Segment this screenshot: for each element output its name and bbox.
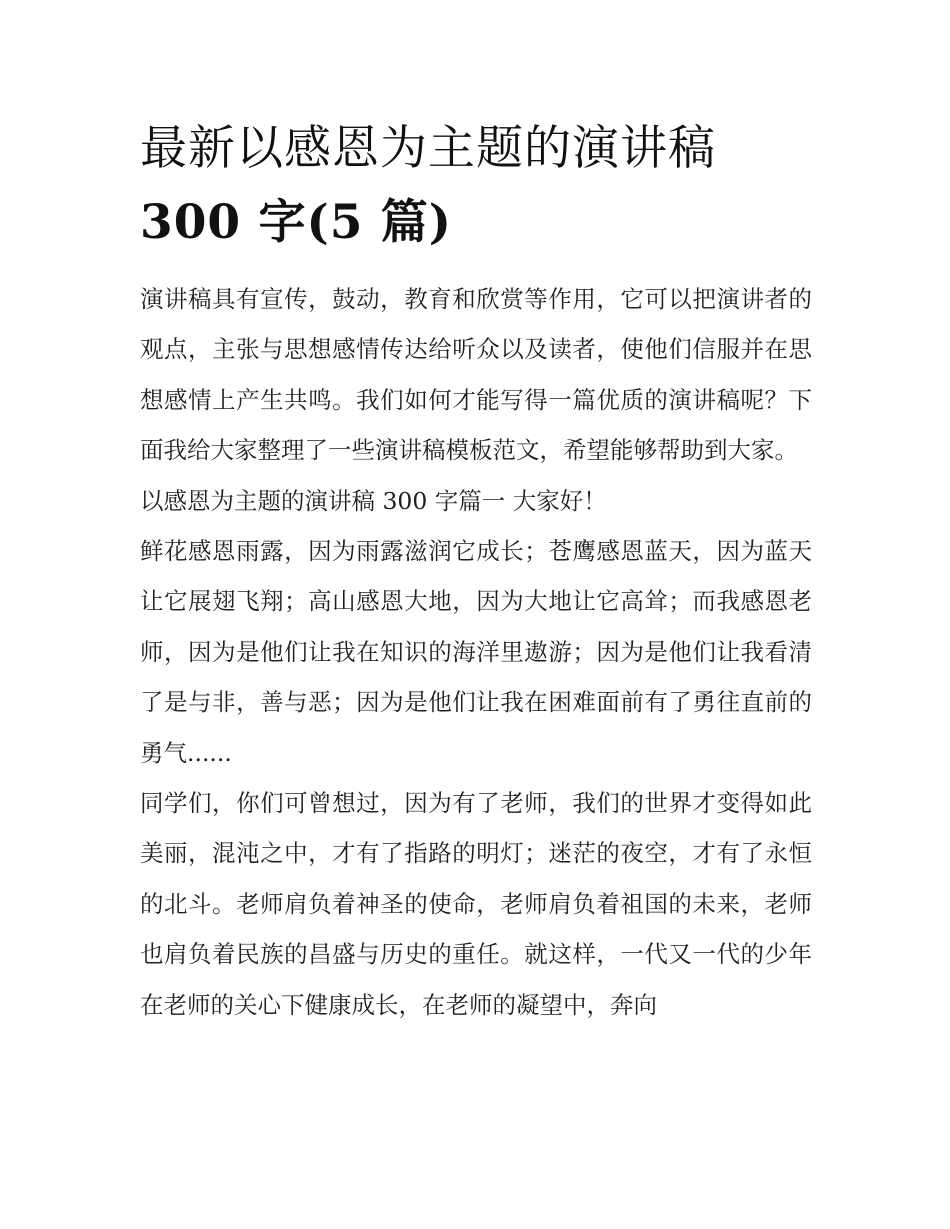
body-paragraph-2: 同学们，你们可曾想过，因为有了老师，我们的世界才变得如此美丽，混沌之中，才有了指路的明灯；迷茫的夜空，才有了永恒的北斗。老师肩负着神圣的使命，老师肩负着祖国的未来，老师也肩负着民族的昌盛与历史的重任。就这样，一代又一代的少年在老师的关心下健康成长，在老师的凝望中，奔向 xyxy=(140,789,812,1019)
body-paragraph-1: 鲜花感恩雨露，因为雨露滋润它成长；苍鹰感恩蓝天，因为蓝天让它展翅飞翔；高山感恩大地，因为大地让它高耸；而我感恩老师，因为是他们让我在知识的海洋里遨游；因为是他们让我看清了是与非，善与恶；因为是他们让我在困难面前有了勇往直前的勇气...... xyxy=(140,537,812,767)
section-heading-paragraph: 以感恩为主题的演讲稿 300 字篇一 大家好！ xyxy=(140,486,607,515)
intro-paragraph: 演讲稿具有宣传，鼓动，教育和欣赏等作用，它可以把演讲者的观点，主张与思想感情传达给听众以及读者，使他们信服并在思想感情上产生共鸣。我们如何才能写得一篇优质的演讲稿呢？下面我给大家整理了一些演讲稿模板范文，希望能够帮助到大家。 xyxy=(140,285,812,465)
document-title xyxy=(140,112,812,260)
title-line-1: 最新以感恩为主题的演讲稿 xyxy=(140,121,716,176)
title-line-2: 300 字(5 篇) xyxy=(140,195,453,250)
document-body xyxy=(140,274,812,1030)
document-page xyxy=(140,112,812,1030)
